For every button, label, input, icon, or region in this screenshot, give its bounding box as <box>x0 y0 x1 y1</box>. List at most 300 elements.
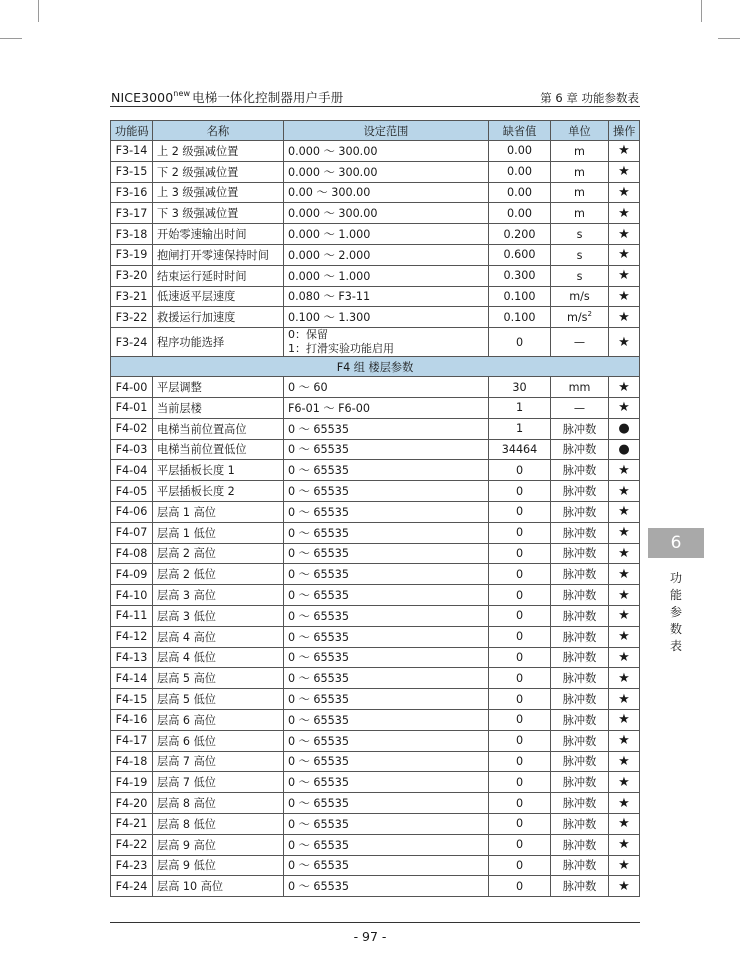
table-row <box>111 439 640 460</box>
param-range <box>284 585 489 606</box>
param-default-text: 0 <box>515 650 524 664</box>
param-name <box>153 286 284 307</box>
param-op-text: ★ <box>618 878 630 894</box>
param-op <box>609 161 640 182</box>
param-range <box>284 182 489 203</box>
param-name <box>153 244 284 265</box>
f3-24-row-group <box>111 328 640 377</box>
table-row <box>111 522 640 543</box>
param-name-text: 抱闸打开零速保持时间 <box>157 248 269 262</box>
param-unit <box>551 855 609 876</box>
param-name <box>153 668 284 689</box>
param-unit-text: m <box>574 165 585 179</box>
param-default <box>489 161 551 182</box>
param-default-text: 0.600 <box>503 248 536 262</box>
table-row <box>111 813 640 834</box>
param-range <box>284 730 489 751</box>
param-unit <box>551 397 609 418</box>
param-range <box>284 224 489 245</box>
param-default-text: 0.00 <box>507 144 532 158</box>
param-op-text: ● <box>618 441 630 457</box>
param-unit-text: 脉冲数 <box>562 672 597 686</box>
param-op-text: ★ <box>618 483 630 499</box>
param-default-text: 30 <box>512 380 527 394</box>
param-code <box>111 709 153 730</box>
param-op <box>609 481 640 502</box>
param-name <box>153 439 284 460</box>
param-op <box>609 585 640 606</box>
param-default-text: 0.00 <box>507 165 532 179</box>
param-unit <box>551 730 609 751</box>
param-name <box>153 564 284 585</box>
table-row <box>111 244 640 265</box>
param-name-text: 平层插板长度 2 <box>157 485 235 499</box>
param-range-text: 0 ～ 65535 <box>288 651 350 665</box>
param-name <box>153 182 284 203</box>
param-code <box>111 730 153 751</box>
param-range-text: 0 ～ 65535 <box>288 693 350 707</box>
param-name <box>153 418 284 439</box>
param-default <box>489 244 551 265</box>
param-op-text: ★ <box>618 205 630 221</box>
param-code-text: F4-07 <box>115 526 148 540</box>
table-row <box>111 328 640 357</box>
param-range <box>284 203 489 224</box>
param-code-text: F4-10 <box>115 588 148 602</box>
param-code-text: F3-17 <box>115 206 148 220</box>
param-default-text: 0 <box>515 609 524 623</box>
param-name <box>153 141 284 162</box>
param-range <box>284 876 489 897</box>
param-op-text: ★ <box>618 184 630 200</box>
table-row <box>111 161 640 182</box>
param-range-text: 0.000 ～ 1.000 <box>288 269 371 283</box>
table-row <box>111 793 640 814</box>
param-default <box>489 751 551 772</box>
param-op-text: ★ <box>618 247 630 263</box>
chapter-side-label <box>668 570 684 655</box>
param-default <box>489 834 551 855</box>
param-default-text: 0 <box>515 858 524 872</box>
param-op-text: ★ <box>618 629 630 645</box>
param-unit-text: 脉冲数 <box>562 734 597 748</box>
param-name-text: 层高 6 低位 <box>157 734 216 748</box>
table-row <box>111 481 640 502</box>
param-range-text: 0 ～ 65535 <box>288 817 350 831</box>
param-unit-text: 脉冲数 <box>562 547 597 561</box>
param-op-text: ★ <box>618 379 630 395</box>
param-range <box>284 709 489 730</box>
page-number: - 97 - <box>353 929 387 944</box>
param-name <box>153 460 284 481</box>
param-code: F3-24 <box>111 328 153 357</box>
param-unit <box>551 751 609 772</box>
param-unit <box>551 834 609 855</box>
param-range <box>284 377 489 398</box>
param-default <box>489 265 551 286</box>
param-op <box>609 709 640 730</box>
table-row <box>111 265 640 286</box>
param-code-text: F4-21 <box>115 817 148 831</box>
param-default-text: 0 <box>515 775 524 789</box>
param-op <box>609 460 640 481</box>
param-default <box>489 460 551 481</box>
param-op <box>609 564 640 585</box>
param-default-text: 0 <box>515 692 524 706</box>
param-unit <box>551 481 609 502</box>
table-row <box>111 585 640 606</box>
param-name-text: 层高 1 高位 <box>157 505 216 519</box>
param-name <box>153 501 284 522</box>
table-row <box>111 203 640 224</box>
crop-mark <box>718 38 740 39</box>
param-name-text: 层高 8 高位 <box>157 797 216 810</box>
param-op-text: ★ <box>618 566 630 582</box>
param-default <box>489 730 551 751</box>
param-unit-text: s <box>576 269 583 283</box>
param-default <box>489 793 551 814</box>
param-range <box>284 605 489 626</box>
param-range <box>284 793 489 814</box>
param-name <box>153 855 284 876</box>
param-range <box>284 439 489 460</box>
param-op <box>609 855 640 876</box>
table-header-row <box>111 121 640 141</box>
param-unit <box>551 307 609 328</box>
param-name-text: 层高 7 高位 <box>157 755 216 769</box>
param-unit <box>551 876 609 897</box>
param-code <box>111 244 153 265</box>
param-unit-text: 脉冲数 <box>562 776 597 790</box>
param-code-text: F4-14 <box>115 671 148 685</box>
param-range <box>284 647 489 668</box>
column-header: 缺省值 <box>489 121 551 141</box>
param-op-text: ★ <box>618 691 630 707</box>
param-default <box>489 203 551 224</box>
param-code-text: F4-06 <box>115 505 148 519</box>
param-code <box>111 855 153 876</box>
param-op <box>609 522 640 543</box>
param-name-text: 层高 5 高位 <box>157 672 216 686</box>
param-default-text: 0 <box>515 567 524 581</box>
param-default-text: 0.300 <box>503 269 536 283</box>
param-code <box>111 793 153 814</box>
param-op <box>609 286 640 307</box>
param-range-text: 0.100 ～ 1.300 <box>288 311 371 325</box>
param-unit-text: — <box>573 401 586 415</box>
param-op-text: ★ <box>618 226 630 242</box>
param-op <box>609 543 640 564</box>
chapter-tab: 6 <box>648 528 704 558</box>
param-op-text: ★ <box>618 288 630 304</box>
param-default <box>489 564 551 585</box>
param-unit <box>551 564 609 585</box>
table-row <box>111 834 640 855</box>
param-name <box>153 834 284 855</box>
param-name: 程序功能选择 <box>153 328 284 357</box>
param-unit <box>551 522 609 543</box>
column-header: 名称 <box>153 121 284 141</box>
param-code-text: F4-15 <box>115 692 148 706</box>
param-op <box>609 730 640 751</box>
param-op <box>609 439 640 460</box>
param-code <box>111 265 153 286</box>
param-code <box>111 161 153 182</box>
param-code <box>111 397 153 418</box>
footer-divider <box>110 922 640 923</box>
param-unit-text: m <box>574 144 585 158</box>
param-op <box>609 501 640 522</box>
manual-title: 电梯一体化控制器用户手册 <box>192 90 344 105</box>
param-code <box>111 203 153 224</box>
param-op-text: ★ <box>618 753 630 769</box>
param-name <box>153 307 284 328</box>
param-range <box>284 751 489 772</box>
param-default <box>489 224 551 245</box>
table-row <box>111 377 640 398</box>
param-range-text: 0 ～ 65535 <box>288 589 350 603</box>
param-unit-text: m <box>574 207 585 221</box>
param-default-text: 0.200 <box>503 227 536 241</box>
table-row <box>111 647 640 668</box>
param-name-text: 下 2 级强减位置 <box>157 165 239 179</box>
param-unit <box>551 439 609 460</box>
side-label-char: 数 <box>669 622 682 636</box>
param-unit-text: 脉冲数 <box>562 651 597 665</box>
param-name-text: 层高 4 高位 <box>157 630 216 644</box>
table-row <box>111 564 640 585</box>
param-name-text: 平层插板长度 1 <box>157 464 235 478</box>
param-range <box>284 626 489 647</box>
param-default-text: 0 <box>515 588 524 602</box>
param-unit <box>551 501 609 522</box>
param-range <box>284 460 489 481</box>
table-row <box>111 855 640 876</box>
param-code <box>111 224 153 245</box>
param-name-text: 层高 4 低位 <box>157 651 216 665</box>
param-code <box>111 460 153 481</box>
param-range <box>284 307 489 328</box>
header-divider <box>110 106 640 107</box>
param-default-text: 0 <box>515 630 524 644</box>
param-code-text: F3-14 <box>115 144 148 158</box>
param-code-text: F3-20 <box>115 269 148 283</box>
param-range <box>284 501 489 522</box>
param-default <box>489 307 551 328</box>
param-unit-text: 脉冲数 <box>562 568 597 582</box>
param-unit-text: 脉冲数 <box>562 838 597 852</box>
param-unit-text: 脉冲数 <box>562 422 597 436</box>
param-default <box>489 855 551 876</box>
param-unit <box>551 182 609 203</box>
param-code-text: F3-22 <box>115 310 148 324</box>
param-unit-text: 脉冲数 <box>562 755 597 769</box>
param-code <box>111 307 153 328</box>
param-range-text: 0 ～ 65535 <box>288 672 350 686</box>
param-name-text: 上 2 级强减位置 <box>157 144 239 158</box>
param-range-text: 0 ～ 65535 <box>288 568 350 582</box>
param-default-text: 0.100 <box>503 289 536 303</box>
param-op <box>609 834 640 855</box>
param-op <box>609 203 640 224</box>
param-unit <box>551 605 609 626</box>
param-name <box>153 751 284 772</box>
param-range-text: 0 ～ 65535 <box>288 797 350 810</box>
group-header-row <box>111 357 640 377</box>
table-row <box>111 751 640 772</box>
param-code <box>111 439 153 460</box>
param-op <box>609 182 640 203</box>
param-range <box>284 418 489 439</box>
param-code-text: F4-01 <box>115 401 148 415</box>
param-code <box>111 605 153 626</box>
param-unit-text: 脉冲数 <box>562 693 597 707</box>
param-default-text: 0 <box>515 796 524 810</box>
param-op-text: ★ <box>618 268 630 284</box>
param-unit: — <box>551 328 609 357</box>
param-range-text: 0 ～ 65535 <box>288 755 350 769</box>
param-default-text: 0.100 <box>503 310 536 324</box>
param-range-text: 0 ～ 65535 <box>288 734 350 748</box>
param-unit <box>551 161 609 182</box>
param-default-text: 0 <box>515 713 524 727</box>
param-name-text: 层高 8 低位 <box>157 817 216 831</box>
table-row <box>111 182 640 203</box>
param-code <box>111 834 153 855</box>
param-range <box>284 813 489 834</box>
param-range-text: 0 ～ 65535 <box>288 443 350 457</box>
param-name-text: 层高 6 高位 <box>157 713 216 727</box>
param-code <box>111 182 153 203</box>
param-range-text: 0.000 ～ 2.000 <box>288 248 371 262</box>
param-unit <box>551 793 609 814</box>
param-unit <box>551 813 609 834</box>
param-unit <box>551 647 609 668</box>
param-range-text: 0.00 ～ 300.00 <box>288 186 371 200</box>
param-op <box>609 605 640 626</box>
param-code <box>111 141 153 162</box>
param-default <box>489 876 551 897</box>
column-header: 操作 <box>609 121 640 141</box>
param-op-text: ★ <box>618 712 630 728</box>
side-label-char: 表 <box>669 639 682 653</box>
param-code <box>111 689 153 710</box>
param-default <box>489 709 551 730</box>
param-code-text: F4-24 <box>115 879 148 893</box>
param-range <box>284 668 489 689</box>
param-code-text: F4-02 <box>115 422 148 436</box>
param-code <box>111 481 153 502</box>
param-default-text: 0 <box>515 505 524 519</box>
table-row <box>111 605 640 626</box>
param-name-text: 层高 2 高位 <box>157 547 216 561</box>
param-unit-text: 脉冲数 <box>562 485 597 499</box>
table-row <box>111 501 640 522</box>
param-op-text: ★ <box>618 774 630 790</box>
param-name <box>153 772 284 793</box>
param-unit <box>551 543 609 564</box>
param-default-text: 0 <box>515 671 524 685</box>
param-name <box>153 543 284 564</box>
param-range <box>284 286 489 307</box>
param-name <box>153 793 284 814</box>
table-row <box>111 709 640 730</box>
param-default-text: 0.00 <box>507 206 532 220</box>
param-unit <box>551 626 609 647</box>
param-code <box>111 876 153 897</box>
param-op <box>609 307 640 328</box>
param-op-text: ★ <box>618 670 630 686</box>
param-default <box>489 647 551 668</box>
param-unit-text: 脉冲数 <box>562 630 597 644</box>
param-op-text: ★ <box>618 400 630 416</box>
param-op-text: ★ <box>618 525 630 541</box>
param-op-text: ★ <box>618 504 630 520</box>
param-default <box>489 418 551 439</box>
param-op <box>609 668 640 689</box>
side-label-char: 能 <box>669 588 682 602</box>
param-range <box>284 244 489 265</box>
param-unit <box>551 224 609 245</box>
param-default <box>489 439 551 460</box>
param-op <box>609 224 640 245</box>
param-unit <box>551 689 609 710</box>
param-op-text: ★ <box>618 649 630 665</box>
param-name-text: 结束运行延时时间 <box>157 269 247 283</box>
param-code-text: F3-15 <box>115 165 148 179</box>
table-row <box>111 772 640 793</box>
crop-mark <box>0 38 22 39</box>
unit-superscript: 2 <box>587 310 592 319</box>
param-code <box>111 377 153 398</box>
param-name <box>153 647 284 668</box>
param-range-text: 0 ～ 65535 <box>288 485 350 499</box>
param-default <box>489 397 551 418</box>
param-unit-text: mm <box>568 381 591 395</box>
param-default <box>489 813 551 834</box>
param-unit <box>551 585 609 606</box>
param-code-text: F4-18 <box>115 754 148 768</box>
param-unit-text: s <box>576 228 583 242</box>
param-default-text: 0 <box>515 734 524 748</box>
param-code <box>111 668 153 689</box>
table-row <box>111 141 640 162</box>
param-name <box>153 626 284 647</box>
param-name <box>153 203 284 224</box>
param-default-text: 0 <box>515 817 524 831</box>
param-range-text: 0 ～ 65535 <box>288 547 350 561</box>
param-code <box>111 501 153 522</box>
param-op-text: ★ <box>618 816 630 832</box>
param-code-text: F4-05 <box>115 484 148 498</box>
param-op <box>609 397 640 418</box>
table-row <box>111 460 640 481</box>
param-unit <box>551 244 609 265</box>
param-code <box>111 813 153 834</box>
manual-header <box>111 88 343 106</box>
param-range <box>284 141 489 162</box>
param-code-text: F3-16 <box>115 185 148 199</box>
table-row <box>111 730 640 751</box>
param-code-text: F3-18 <box>115 227 148 241</box>
param-name-text: 层高 2 低位 <box>157 568 216 582</box>
f4-rows <box>111 377 640 897</box>
param-op <box>609 876 640 897</box>
side-label-char: 参 <box>669 605 682 619</box>
param-default <box>489 182 551 203</box>
param-default-text: 0 <box>515 526 524 540</box>
param-range-text: 0 ～ 60 <box>288 381 328 395</box>
